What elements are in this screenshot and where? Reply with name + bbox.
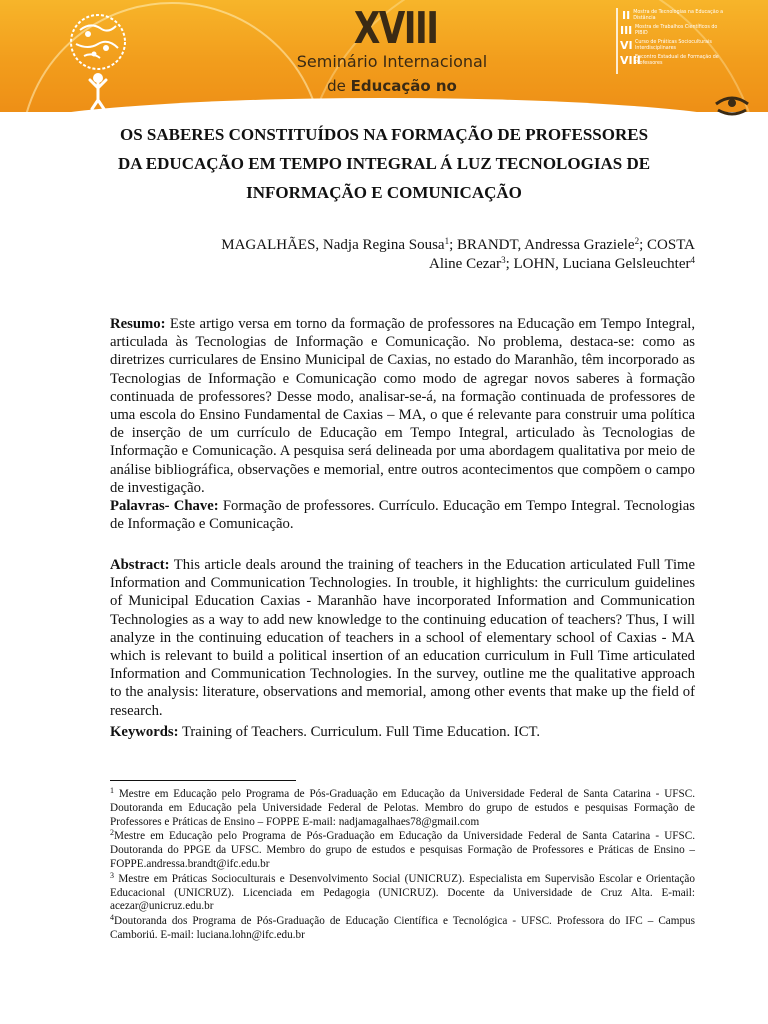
footnote [110,915,695,943]
author-name: MAGALHÃES, Nadja Regina Sousa [221,237,445,253]
side-event-number: VI [620,39,633,52]
conference-banner [0,0,768,112]
title-line: DA EDUCAÇÃO EM TEMPO INTEGRAL Á LUZ TECNOLOGIAS DE [117,154,651,173]
footnote-number: 3 [110,870,114,880]
footnotes [110,788,695,944]
footnote [110,788,695,829]
side-event-text: Encontro Estadual de Formação de Professores [635,55,719,66]
side-events-list [620,8,730,68]
palavras-chave-text: Formação de professores. Currículo. Educação em Tempo Integral. Tecnologias de Informação e Comunicação. [110,498,695,533]
edition-roman-numeral: XVIII [353,3,438,54]
side-event-number: II [622,9,631,22]
abstract-paragraph [110,556,695,720]
title-line: INFORMAÇÃO E COMUNICAÇÃO [246,183,522,202]
resumo-label: Resumo: [110,316,166,332]
footnote-number: 2 [110,828,114,838]
side-event-text: Mostra de Tecnologias na Educação a Distância [633,10,724,21]
author-name: Aline Cezar [429,256,502,272]
palavras-chave-paragraph [110,497,695,533]
side-event-item [620,23,730,38]
author-name: ; LOHN, Luciana Gelsleuchter [505,256,691,272]
side-list-divider [616,8,618,74]
resumo-text: Este artigo versa em torno da formação de professores na Educação em Tempo Integral, articulada às Tecnologias de Informação e Comunicação. No problema, destaca-se: como as diretrizes curriculares de Ensino Municipal de Caxias, no estado do Maranhão, têm incorporado as Tecnologias de Informação e Comunicação como modo de agregar novos saberes à formação continuada de professores? Desse modo, analisar-se-á, na formação continuada de professores de uma escola do Ensino Fundamental de Caxias – MA, o que é relevante para construir uma política de inserção de um currículo de Educação em Tempo Integral, articulado às Tecnologias de Informação e Comunicação. A pesquisa será delineada por uma abordagem qualitativa por meio de análise bibliográfica, observações e memorial, entre outros acontecimentos que compõem o campo de investigação. [110,316,695,496]
footnote [110,870,695,914]
footnote-text: Mestre em Educação pelo Programa de Pós-Graduação em Educação da Universidade Federal de Santa Catarina - UFSC. Doutoranda em Educação pela Universidade Federal de Pelotas. Membro do grupo de estudos e pesquisas Formação de Professores e Práticas de Ensino – FOPPE E-mail: nadjamagalhaes78@gmail.com [110,788,695,828]
footnote-ref: 3 [501,255,506,265]
event-title-line1: Seminário Internacional [296,52,488,71]
abstract-text: This article deals around the training of teachers in the Education articulated Full Time Information and Communication Technologies. In trouble, it highlights: the curriculum guidelines of Municipal Education Caxias - Maranhão have incorporated Information and Communication Technologies as a way to add new knowledge to the continuing education of teachers? Thus, I will analyze in the continuing education of teachers in a school of elementary school of Caxias - MA which is relevant to build a political insertion of an education curriculum in Full Time articulated Information and Communication Technologies. In the survey, outline me the qualitative approach to the analysis: literature, observations and memorial, among other events that make up the field of research. [110,557,695,719]
side-event-number: VIII [620,54,641,67]
resumo-paragraph [110,315,695,497]
abstract-label: Abstract: [110,557,170,573]
footnote-ref: 2 [634,236,640,246]
palavras-chave-label: Palavras- Chave: [110,498,219,514]
footnote-text: Mestre em Educação pelo Programa de Pós-Graduação em Educação da Universidade Federal de Santa Catarina - UFSC. Doutoranda do PPGE da UFSC. Membro do grupo de estudos e pesquisas Formação de Professores e Práticas de Ensino – FOPPE.andressa.brandt@ifc.edu.br [110,830,695,870]
keywords-text: Training of Teachers. Curriculum. Full Time Education. ICT. [178,724,541,740]
paper-title [100,120,668,207]
side-event-item [620,8,730,23]
footnote-number: 1 [110,786,114,795]
keywords-label: Keywords: [110,724,179,740]
title-line: OS SABERES CONSTITUÍDOS NA FORMAÇÃO DE PROFESSORES [119,125,649,144]
side-event-text: Mostra de Trabalhos Científicos do PIBID [635,25,718,36]
side-event-text: Curso de Práticas Socioculturais Interdisciplinares [635,40,712,51]
authors-line1 [200,236,695,255]
author-name: ; COSTA [639,237,695,253]
side-event-item [620,38,730,53]
event-title-bold: Educação no [350,77,457,95]
authors-line2 [200,255,695,274]
footnote-ref: 1 [444,236,450,246]
side-event-item [620,53,730,68]
globe-child-logo-icon [58,8,138,110]
footnote-ref: 4 [690,255,695,265]
footnote-text: Mestre em Práticas Socioculturais e Desenvolvimento Social (UNICRUZ). Especialista em Supervisão Escolar e Orientação Educacional (UNICRUZ). Licenciada em Pedagogia (UNICRUZ). Docente da Universidade de Cruz Alta. E-mail: acezar@unicruz.edu.br [110,872,695,913]
footnote [110,830,695,871]
author-name: ; BRANDT, Andressa Graziele [449,237,635,253]
side-event-number: III [620,24,633,37]
footnote-separator [110,780,296,781]
footnote-text: Doutoranda dos Programa de Pós-Graduação de Educação Científica e Tecnológica - UFSC. Professora do IFC – Campus Camboriú. E-mail: luciana.lohn@ifc.edu.br [110,915,695,941]
university-logo-icon [714,94,750,116]
keywords-paragraph [110,723,695,741]
event-title-prefix: de [327,77,346,95]
footnote-number: 4 [110,913,114,923]
